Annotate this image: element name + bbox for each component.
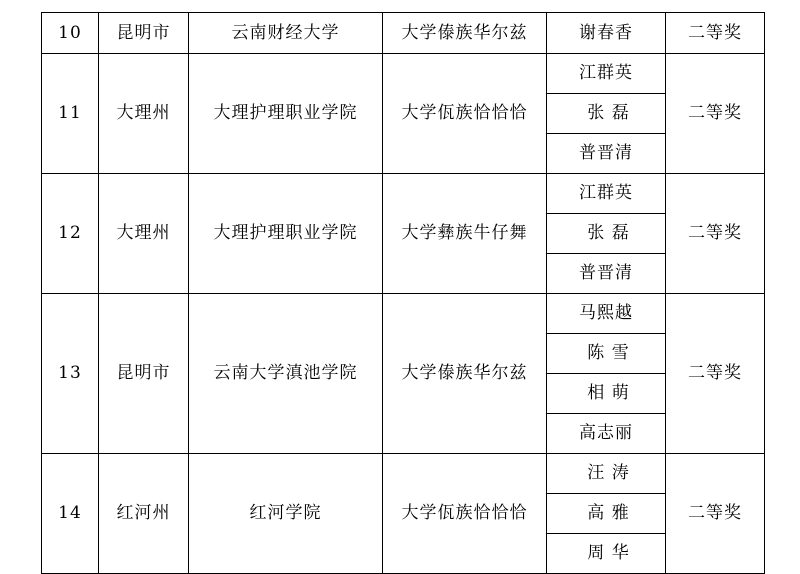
participant-cell: 张 磊 (547, 214, 666, 254)
participant-cell: 陈 雪 (547, 334, 666, 374)
participant-cell: 高志丽 (547, 414, 666, 454)
program-cell: 大学傣族华尔兹 (383, 13, 547, 54)
city-cell: 昆明市 (99, 294, 189, 454)
city-cell: 昆明市 (99, 13, 189, 54)
prize-cell: 二等奖 (666, 454, 765, 574)
program-cell: 大学佤族恰恰恰 (383, 54, 547, 174)
row-number-cell: 13 (42, 294, 99, 454)
participant-cell: 相 萌 (547, 374, 666, 414)
table-row (42, 13, 765, 54)
participant-cell: 普晋清 (547, 254, 666, 294)
organization-cell: 云南大学滇池学院 (189, 294, 383, 454)
row-number-cell: 10 (42, 13, 99, 54)
organization-cell: 云南财经大学 (189, 13, 383, 54)
award-results-table (41, 12, 765, 574)
participant-cell: 谢春香 (547, 13, 666, 54)
table-row (42, 174, 765, 214)
participant-cell: 张 磊 (547, 94, 666, 134)
row-number-cell: 14 (42, 454, 99, 574)
program-cell: 大学傣族华尔兹 (383, 294, 547, 454)
prize-cell: 二等奖 (666, 174, 765, 294)
table-row (42, 54, 765, 94)
participant-cell: 马熙越 (547, 294, 666, 334)
prize-cell: 二等奖 (666, 54, 765, 174)
participant-cell: 江群英 (547, 54, 666, 94)
prize-cell: 二等奖 (666, 294, 765, 454)
city-cell: 大理州 (99, 54, 189, 174)
organization-cell: 大理护理职业学院 (189, 54, 383, 174)
participant-cell: 高 雅 (547, 494, 666, 534)
city-cell: 红河州 (99, 454, 189, 574)
table-row (42, 454, 765, 494)
row-number-cell: 12 (42, 174, 99, 294)
row-number-cell: 11 (42, 54, 99, 174)
participant-cell: 普晋清 (547, 134, 666, 174)
participant-cell: 汪 涛 (547, 454, 666, 494)
organization-cell: 红河学院 (189, 454, 383, 574)
program-cell: 大学彝族牛仔舞 (383, 174, 547, 294)
participant-cell: 江群英 (547, 174, 666, 214)
participant-cell: 周 华 (547, 534, 666, 574)
prize-cell: 二等奖 (666, 13, 765, 54)
city-cell: 大理州 (99, 174, 189, 294)
organization-cell: 大理护理职业学院 (189, 174, 383, 294)
program-cell: 大学佤族恰恰恰 (383, 454, 547, 574)
table-row (42, 294, 765, 334)
